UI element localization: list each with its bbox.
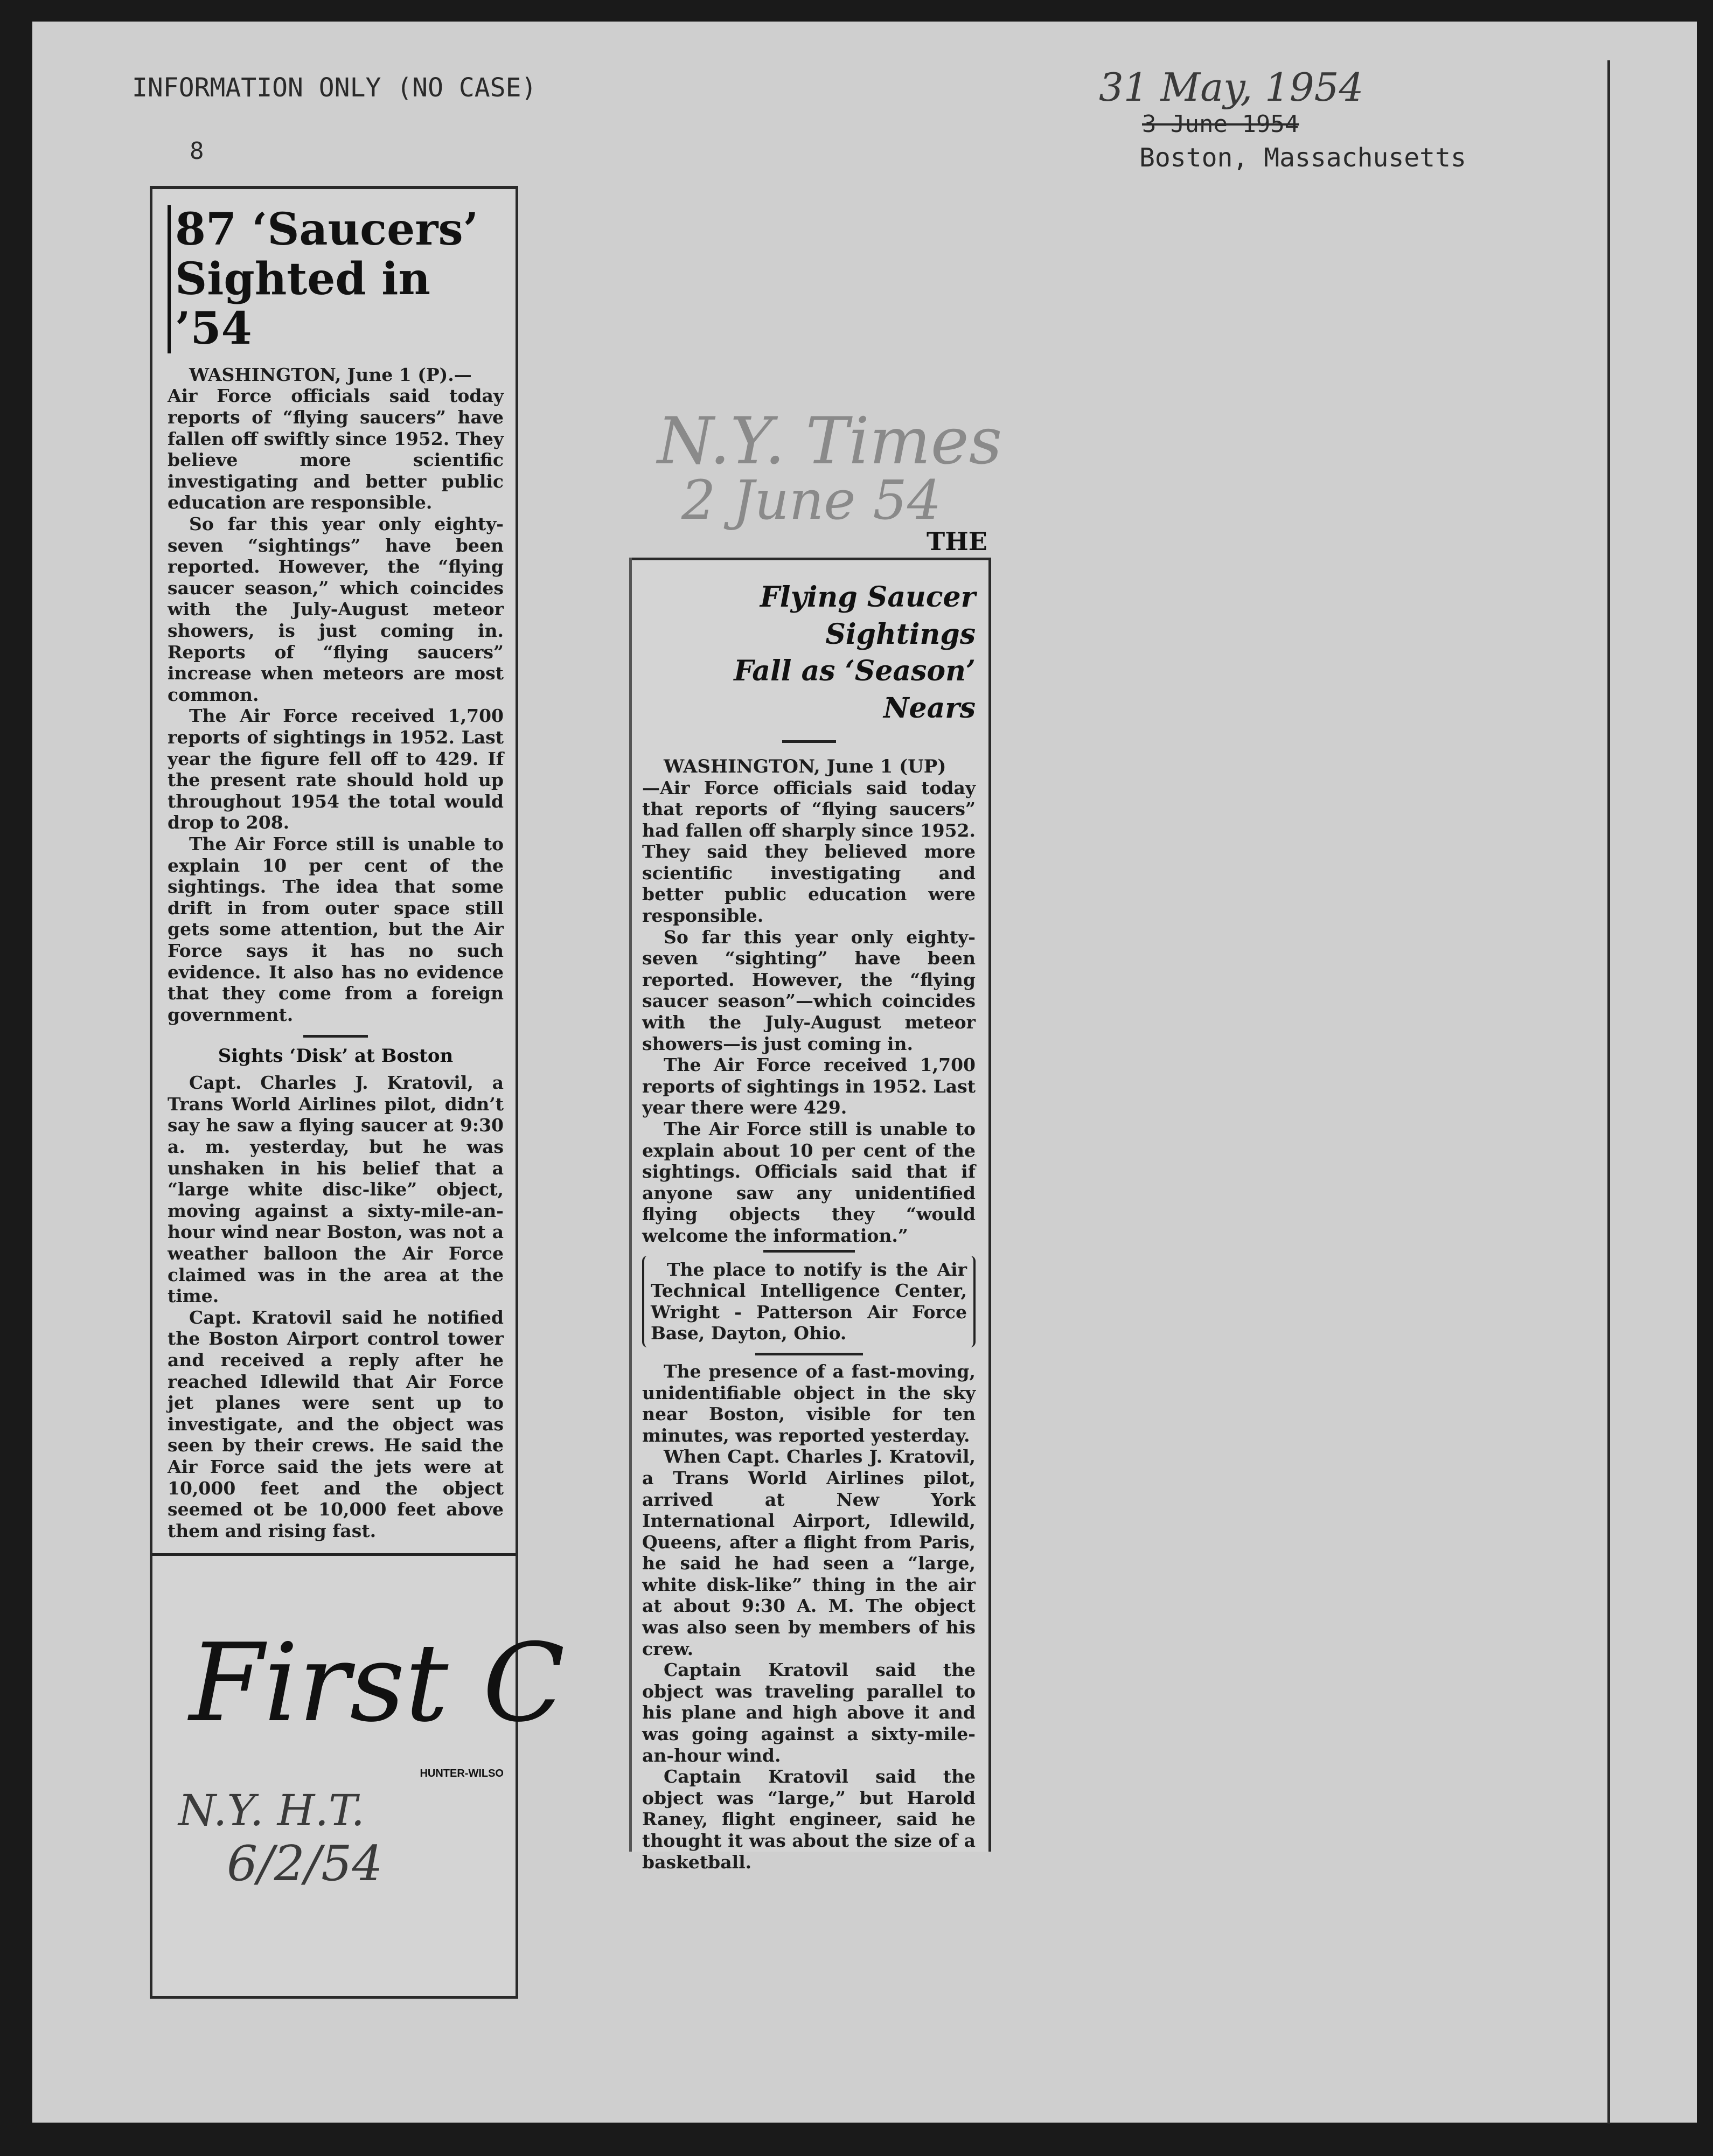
headline-line-1: 87 ‘Saucers’	[175, 204, 479, 255]
divider	[755, 1353, 863, 1355]
page-number: 8	[190, 137, 204, 165]
handwritten-source-date-right: 2 June 54	[681, 469, 942, 532]
paragraph: The Air Force still is unable to explain about 10 per cent of the sightings. Officials said that if anyone saw any unidentified flying objects they “would welcome the information.”	[642, 1118, 976, 1246]
subhead-sights-disk: Sights ‘Disk’ at Boston	[218, 1045, 454, 1067]
masthead-fragment: THE	[927, 527, 987, 556]
first-ad-script: First C	[189, 1621, 565, 1747]
headline-line-1: Flying Saucer Sightings	[760, 581, 976, 651]
handwritten-source-1: N.Y. H.T.	[178, 1785, 365, 1836]
paragraph: Captain Kratovil said the object was “large,” but Harold Raney, flight engineer, said he thought it was about the size of a basketball.	[642, 1766, 976, 1873]
handwritten-source-date: 6/2/54	[227, 1835, 383, 1893]
divider	[763, 1250, 855, 1253]
divider	[303, 1035, 368, 1038]
headline-87-saucers	[168, 205, 504, 353]
struck-date: 3 June 1954	[1142, 110, 1299, 138]
clipping-bottom-rule	[152, 1553, 516, 1556]
paragraph: So far this year only eighty-seven “sightings” have been reported. However, the “flying saucer season,” which coincides with the July-August meteor showers, is just coming in. Reports of “flying saucers” increase when meteors are most common.	[168, 513, 504, 705]
paragraph: When Capt. Charles J. Kratovil, a Trans World Airlines pilot, arrived at New York International Airport, Idlewild, Queens, after a flight from Paris, he said he had seen a “large, white disk-like” thing in the air at about 9:30 A. M. The object was also seen by members of his crew.	[642, 1446, 976, 1659]
notify-box	[642, 1256, 976, 1347]
paragraph: Capt. Kratovil said he notified the Boston Airport control tower and received a reply after he reached Idlewild that Air Force jet planes were sent up to investigate, and the object was seen by their crews. He said the Air Force said the jets were at 10,000 feet and the object seemed ot be 10,000 feet above them and rising fast.	[168, 1306, 504, 1541]
headline-line-2: Fall as ‘Season’ Nears	[734, 655, 976, 725]
dateline: WASHINGTON, June 1 (P).—	[189, 364, 472, 386]
clipping-left-border	[629, 558, 632, 1852]
divider	[782, 740, 836, 743]
ad-small-caption: HUNTER-WILSO	[420, 1768, 504, 1780]
location-line: Boston, Massachusetts	[1139, 143, 1466, 173]
information-only-stamp: INFORMATION ONLY (NO CASE)	[132, 73, 537, 103]
paragraph: The Air Force still is unable to explain 10 per cent of the sightings. The idea that some drift in from outer space still gets some attention, but the Air Force says it has no such evidence. It also has no evidence that they come from a foreign government.	[168, 833, 504, 1025]
paragraph: The Air Force received 1,700 reports of sightings in 1952. Last year the figure fell off to 429. If the present rate should hold up throughout 1954 the total would drop to 208.	[168, 705, 504, 833]
paragraph: Captain Kratovil said the object was traveling parallel to his plane and high above it and was going against a sixty-mile-an-hour wind.	[642, 1659, 976, 1766]
handwritten-date: 31 May, 1954	[1099, 65, 1364, 110]
paragraph: So far this year only eighty-seven “sighting” have been reported. However, the “flying saucer season”—which coincides with the July-August meteor showers—is just coming in.	[642, 926, 976, 1054]
paragraph: The Air Force received 1,700 reports of sightings in 1952. Last year there were 429.	[642, 1054, 976, 1118]
headline-line-2: Sighted in ’54	[175, 253, 431, 354]
clipping-flying-saucer-sightings	[629, 558, 991, 1873]
handwritten-source-ny-times: N.Y. Times	[657, 404, 1002, 479]
paragraph: —Air Force officials said today that reports of “flying saucers” had fallen off sharply since 1952. They said they believed more scientific investigating and better public education were responsible.	[642, 777, 976, 927]
paragraph: Air Force officials said today reports of “flying saucers” have fallen off swiftly since 1952. They believe more scientific investigating and better public education are responsible.	[168, 385, 504, 513]
dateline: WASHINGTON, June 1 (UP)	[664, 755, 946, 777]
paragraph: Capt. Charles J. Kratovil, a Trans World Airlines pilot, didn’t say he saw a flying saucer at 9:30 a. m. yesterday, but he was unshaken in his belief that a “large white disc-like” object, moving against a sixty-mile-an-hour wind near Boston, was not a weather balloon the Air Force claimed was in the area at the time.	[168, 1072, 504, 1307]
clipping-87-saucers	[150, 186, 565, 1999]
clipping-right-border	[988, 558, 991, 1852]
paragraph: The presence of a fast-moving, unidentifiable object in the sky near Boston, visible for ten minutes, was reported yesterday.	[642, 1360, 976, 1446]
headline-flying-saucer	[642, 579, 976, 727]
notify-text: The place to notify is the Air Technical Intelligence Center, Wright - Patterson Air Force Base, Dayton, Ohio.	[651, 1258, 967, 1344]
page-edge-line	[1607, 60, 1610, 2124]
